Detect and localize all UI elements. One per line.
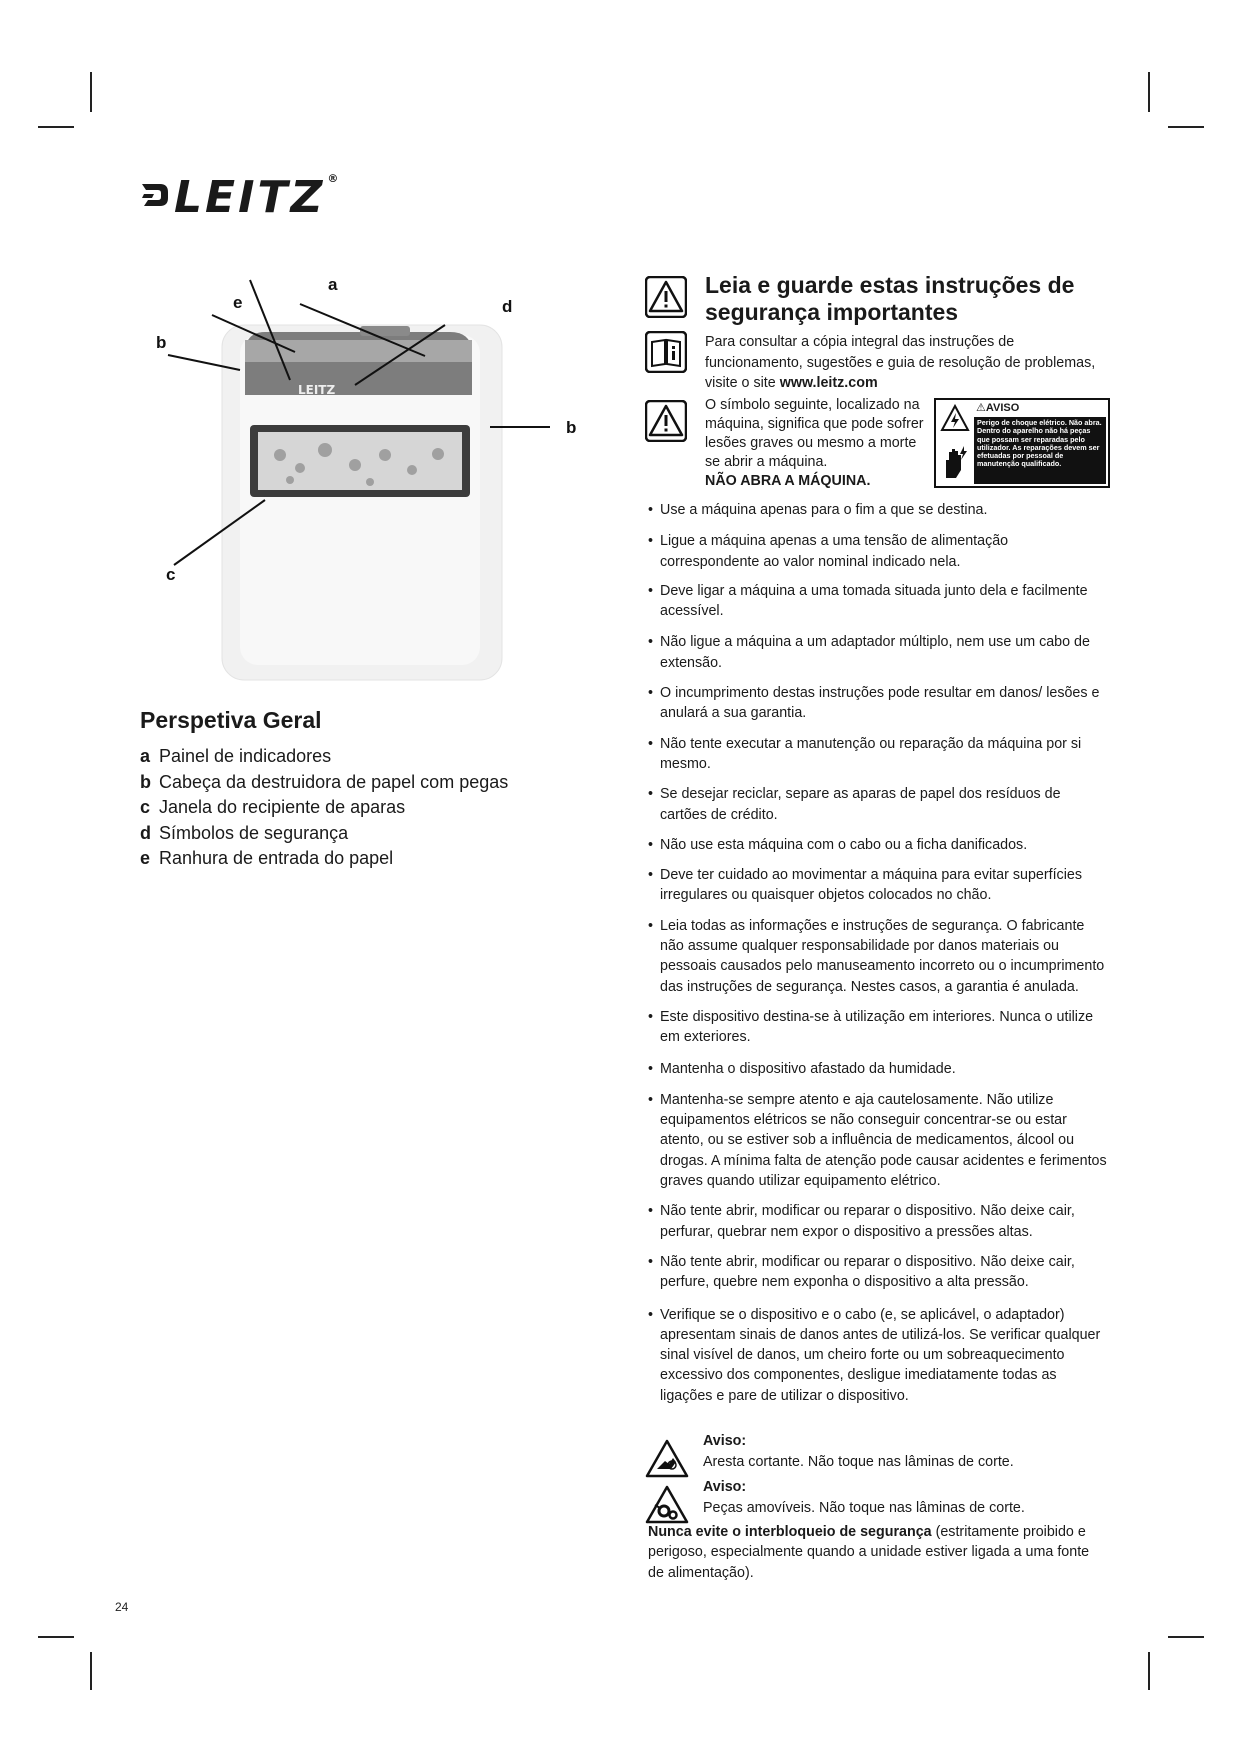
list-item: • Não tente abrir, modificar ou reparar o dispositivo. Não deixe cair, perfurar, quebrar nem expor o dispositivo a pressões altas.	[648, 1201, 1110, 1242]
hand-shock-icon	[940, 444, 970, 480]
page-number: 24	[115, 1600, 129, 1614]
list-item: • Verifique se o dispositivo e o cabo (e, se aplicável, o adaptador) apresentam sinais de danos antes de utilizá-los. Se verificar qualquer sinal visível de danos, um cheiro forte ou um sobreaquecimento excessivo dos componentes, desligue imediatamente todas as ligações e pare de utilizar o dispositivo.	[648, 1305, 1110, 1406]
callout-label-a: a	[328, 275, 338, 294]
list-item	[140, 795, 508, 821]
safety-interlock-note	[648, 1522, 1098, 1583]
machine-logo-text: LEITZ	[298, 383, 336, 397]
hand-blade-warning-icon	[645, 1439, 689, 1479]
part-key: e	[140, 848, 151, 868]
list-item: • O incumprimento destas instruções pode resultar em danos/ lesões e anulará a sua garantia.	[648, 683, 1110, 724]
caution-text: Aresta cortante. Não toque nas lâminas de corte.	[703, 1454, 1014, 1470]
part-key: d	[140, 822, 151, 843]
safety-title: Leia e guarde estas instruções de segurança importantes	[705, 272, 1075, 325]
list-item: • Não use esta máquina com o cabo ou a ficha danificados.	[648, 835, 1110, 855]
list-item: • Deve ter cuidado ao movimentar a máquina para evitar superfícies irregulares ou quaisquer objetos colocados no chão.	[648, 865, 1110, 906]
caution-text: Peças amovíveis. Não toque nas lâminas de corte.	[703, 1500, 1025, 1516]
list-item	[140, 821, 508, 847]
manual-info-icon	[645, 331, 687, 373]
list-item: • Não tente abrir, modificar ou reparar o dispositivo. Não deixe cair, perfure, quebre nem exponha o dispositivo a alta pressão.	[648, 1252, 1110, 1293]
part-text: Ranhura de entrada do papel	[159, 848, 394, 868]
crop-mark	[90, 1652, 92, 1690]
list-item: • Leia todas as informações e instruções de segurança. O fabricante não assume qualquer responsabilidade por danos materiais ou pessoais causados pelo manuseamento incorreto ou o incumprimento das instruções de segurança. Nestes casos, a garantia é anulada.	[648, 916, 1110, 997]
part-key: a	[140, 746, 151, 766]
crop-mark	[38, 1636, 74, 1638]
list-item	[140, 744, 508, 770]
symbol-paragraph	[705, 396, 935, 491]
list-item: • Ligue a máquina apenas a uma tensão de alimentação correspondente ao valor nominal indicado nela.	[648, 531, 1110, 572]
part-text: Painel de indicadores	[159, 746, 332, 766]
overview-title: Perspetiva Geral	[140, 707, 322, 733]
caution-title: Aviso:	[703, 1433, 747, 1449]
list-item	[140, 846, 508, 872]
callout-label-e: e	[233, 293, 243, 312]
small-warning-icon: ⚠	[976, 402, 986, 414]
part-key: c	[140, 797, 151, 817]
part-key: b	[140, 771, 151, 792]
warning-triangle-icon	[645, 276, 687, 318]
crop-mark	[1148, 1652, 1150, 1690]
part-text: Janela do recipiente de aparas	[159, 797, 406, 817]
do-not-open-text: NÃO ABRA A MÁQUINA.	[705, 473, 871, 489]
warning-label-body: Perigo de choque elétrico. Não abra. Dentro do aparelho não há peças que possam ser reparadas pelo utilizador. As reparações devem ser efetuadas por pessoal de manutenção qualificado.	[974, 417, 1106, 484]
crop-mark	[1168, 1636, 1204, 1638]
brand-logo	[140, 172, 338, 223]
safety-bullet-list	[648, 500, 1110, 1406]
interlock-text: (estritamente proibido e perigoso, especialmente quando a unidade estiver ligada a uma fonte de alimentação).	[648, 1524, 1090, 1581]
shredder-illustration	[150, 270, 600, 700]
crop-mark	[38, 126, 74, 128]
symbol-text: O símbolo seguinte, localizado na máquina, significa que pode sofrer lesões graves ou mesmo a morte se abrir a máquina.	[705, 397, 924, 470]
parts-list	[140, 744, 508, 872]
list-item: • Deve ligar a máquina a uma tomada situada junto dela e facilmente acessível.	[648, 581, 1110, 622]
leitz-mark-icon	[140, 172, 170, 223]
list-item: • Se desejar reciclar, separe as aparas de papel dos resíduos de cartões de crédito.	[648, 784, 1110, 825]
electric-shock-icon	[940, 404, 970, 432]
caution-title: Aviso:	[703, 1479, 747, 1495]
list-item: • Mantenha o dispositivo afastado da humidade.	[648, 1059, 1110, 1079]
registered-mark: ®	[327, 172, 339, 185]
crop-mark	[90, 72, 92, 112]
callout-label-b-right: b	[566, 418, 577, 437]
warning-heading-text: AVISO	[985, 402, 1020, 414]
crop-mark	[1148, 72, 1150, 112]
consult-text: Para consultar a cópia integral das instruções de funcionamento, sugestões e guia de resolução de problemas, visite o site	[705, 334, 1096, 391]
warning-triangle-icon	[645, 400, 687, 442]
list-item	[140, 770, 508, 796]
list-item: • Mantenha-se sempre atento e aja cautelosamente. Não utilize equipamentos elétricos se não conseguir concentrar-se ou estar atento, ou se estiver sob a influência de medicamentos, álcool ou drogas. A mínima falta de atenção pode causar acidentes e ferimentos graves quando utilizar equipamento elétrico.	[648, 1090, 1110, 1191]
list-item: • Use a máquina apenas para o fim a que se destina.	[648, 500, 1110, 520]
gears-warning-icon	[645, 1485, 689, 1525]
warning-label-heading	[976, 401, 1019, 414]
callout-label-b: b	[156, 333, 167, 352]
list-item: • Este dispositivo destina-se à utilização em interiores. Nunca o utilize em exteriores.	[648, 1007, 1110, 1048]
consult-paragraph	[705, 332, 1115, 394]
list-item: • Não tente executar a manutenção ou reparação da máquina por si mesmo.	[648, 734, 1110, 775]
crop-mark	[1168, 126, 1204, 128]
warning-label	[934, 398, 1110, 488]
website-link[interactable]: www.leitz.com	[779, 375, 878, 391]
callout-label-d: d	[502, 297, 513, 316]
list-item: • Não ligue a máquina a um adaptador múltiplo, nem use um cabo de extensão.	[648, 632, 1110, 673]
brand-name: LEITZ	[174, 172, 326, 223]
interlock-bold-text: Nunca evite o interbloqueio de segurança	[648, 1524, 932, 1540]
callout-label-c: c	[166, 565, 176, 584]
part-text: Símbolos de segurança	[159, 822, 349, 843]
part-text: Cabeça da destruidora de papel com pegas	[159, 771, 509, 792]
